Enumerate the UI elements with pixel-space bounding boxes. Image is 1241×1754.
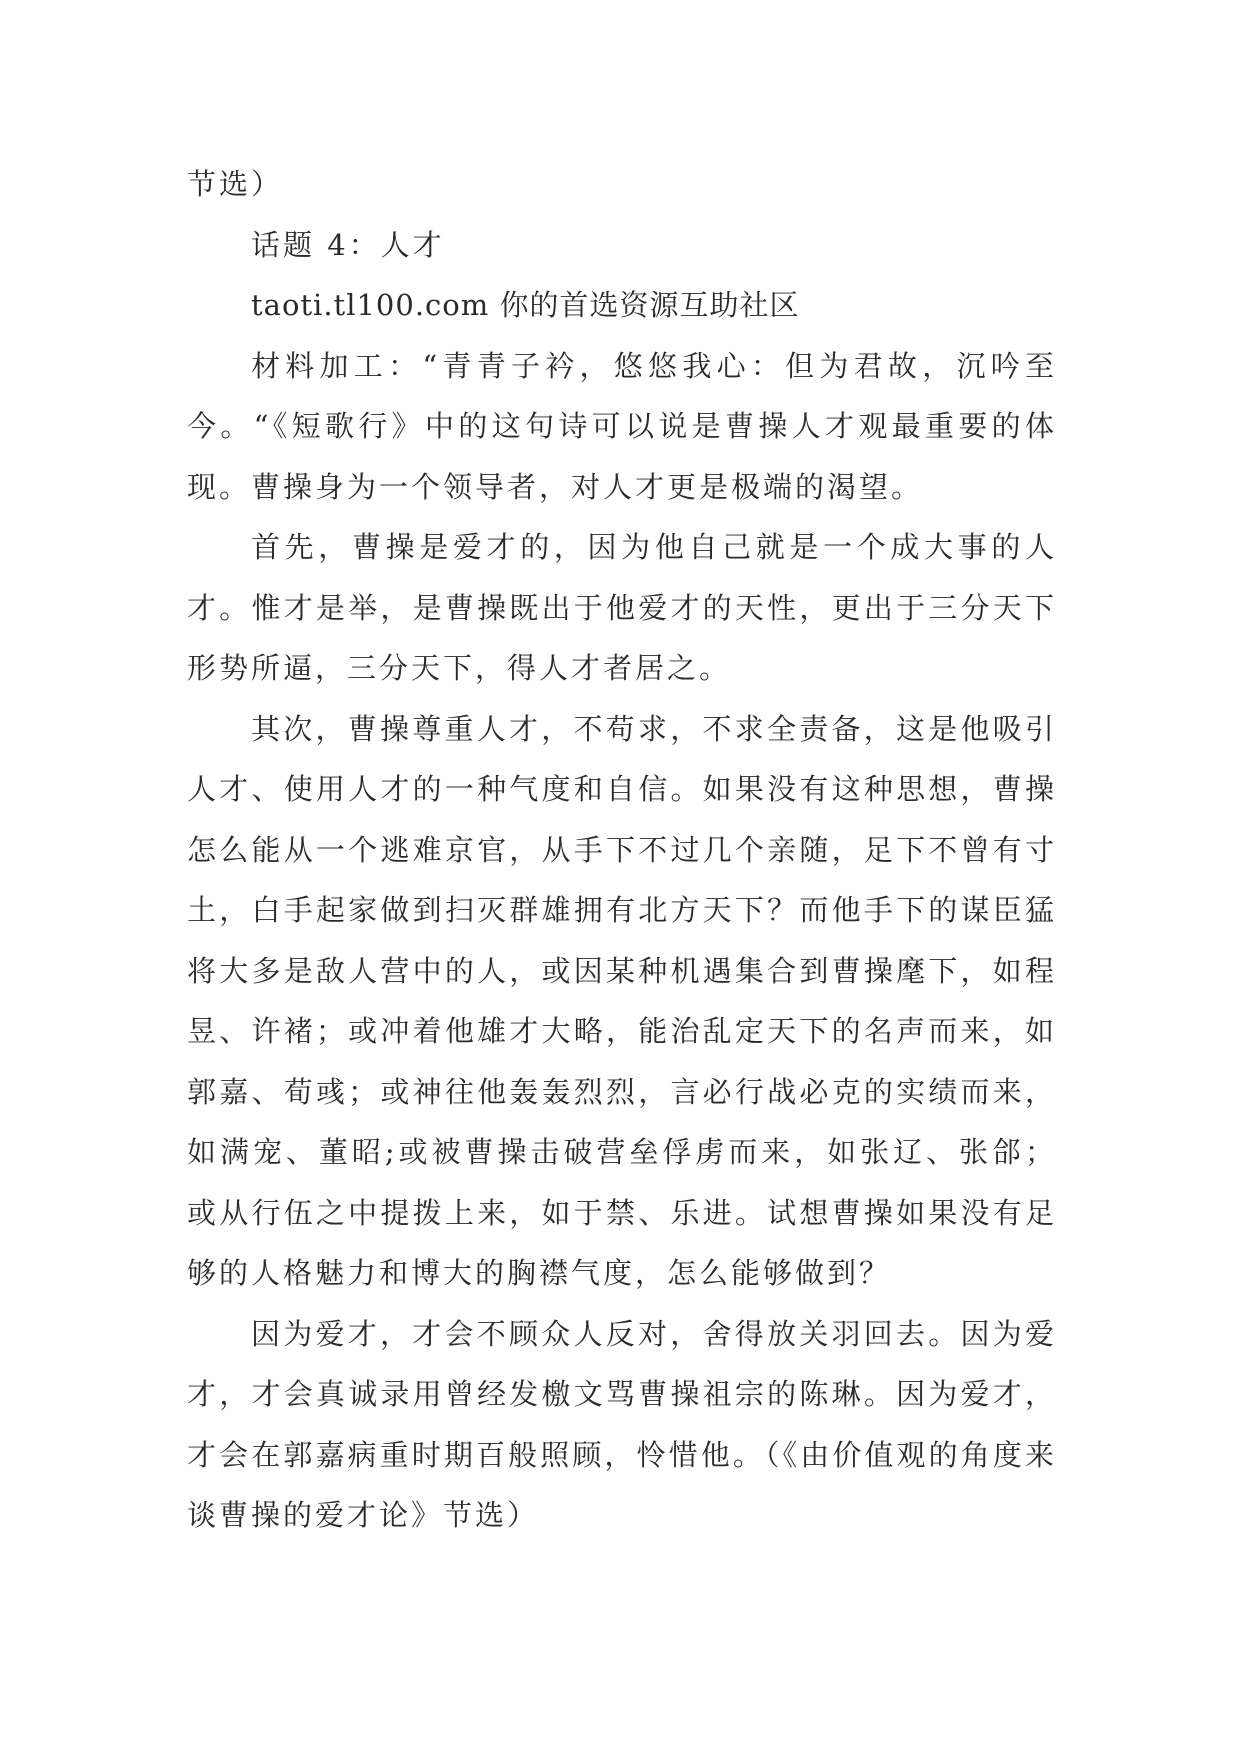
- document-body: [187, 154, 1057, 1546]
- site-watermark-line: taoti.tl100.com 你的首选资源互助社区: [251, 288, 800, 322]
- paragraph-second: 其次，曹操尊重人才，不苟求，不求全责备，这是他吸引人才、使用人才的一种气度和自信。如果没有这种思想，曹操怎么能从一个逃难京官，从手下不过几个亲随，足下不曾有寸土，白手起家做到扫灭群雄拥有北方天下？而他手下的谋臣猛将大多是敌人营中的人，或因某种机遇集合到曹操麾下，如程昱、许褚；或冲着他雄才大略，能治乱定天下的名声而来，如郭嘉、荀彧；或神往他轰轰烈烈，言必行战必克的实绩而来，如满宠、董昭;或被曹操击破营垒俘虏而来，如张辽、张郃；或从行伍之中提拨上来，如于禁、乐进。试想曹操如果没有足够的人格魅力和博大的胸襟气度，怎么能够做到？: [187, 711, 1057, 1290]
- paragraph-continuation: 节选）: [187, 167, 284, 201]
- paragraph-third: 因为爱才，才会不顾众人反对，舍得放关羽回去。因为爱才，才会真诚录用曾经发檄文骂曹操祖宗的陈琳。因为爱才，才会在郭嘉病重时期百般照顾，怜惜他。（《由价值观的角度来谈曹操的爱才论》节选）: [187, 1316, 1057, 1532]
- paragraph-first: 首先，曹操是爱才的，因为他自己就是一个成大事的人才。惟才是举，是曹操既出于他爱才的天性，更出于三分天下形势所逼，三分天下，得人才者居之。: [187, 530, 1057, 685]
- paragraph-material: 材料加工：“青青子衿，悠悠我心：但为君故，沉吟至今。“《短歌行》中的这句诗可以说是曹操人才观最重要的体现。曹操身为一个领导者，对人才更是极端的渴望。: [187, 348, 1057, 504]
- topic-heading: 话题 4：人才: [251, 227, 445, 262]
